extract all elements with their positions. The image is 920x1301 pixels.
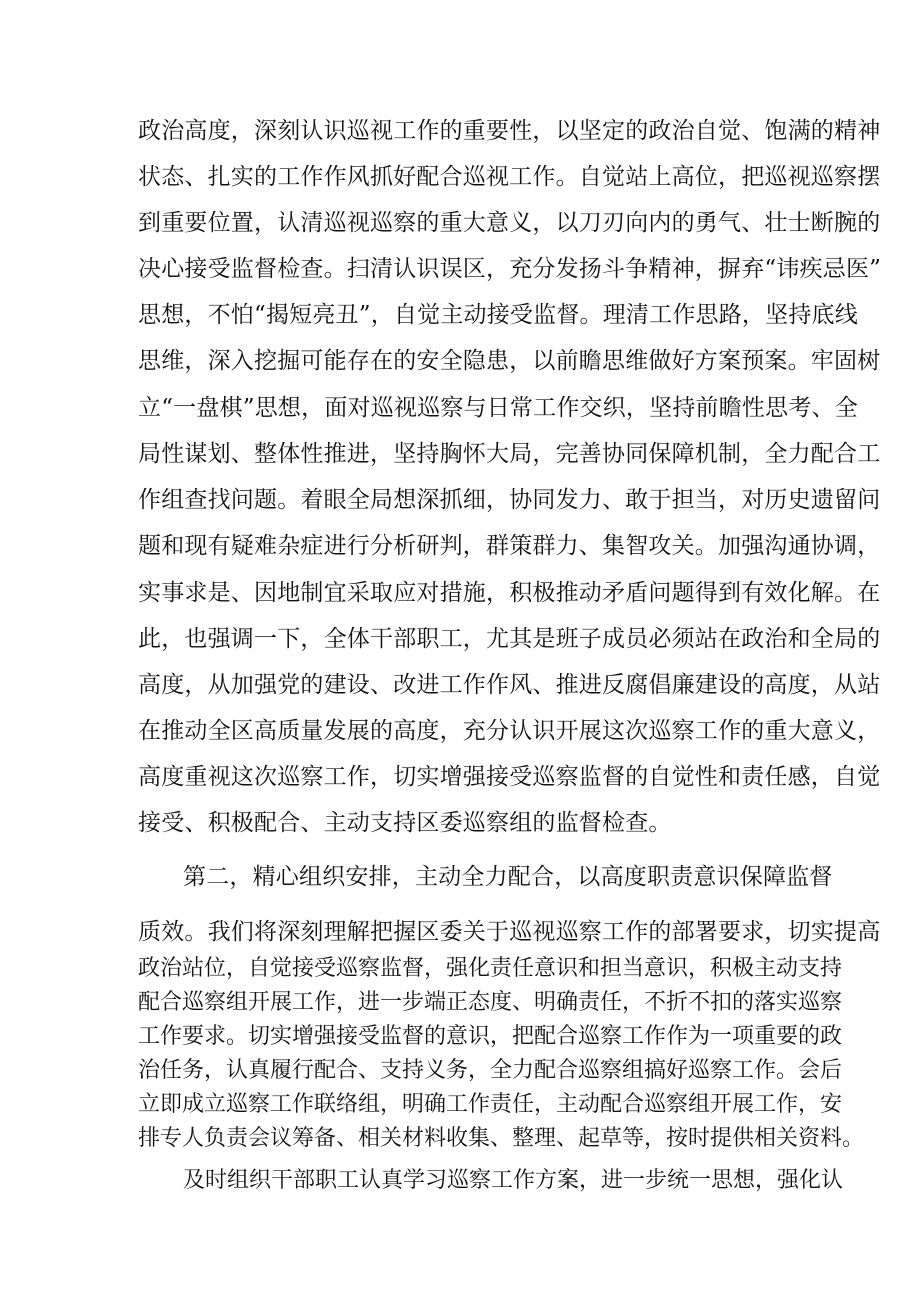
text-line: 高度重视这次巡察工作，切实增强接受巡察监督的自觉性和责任感，自觉	[138, 764, 881, 790]
text-line: 治任务，认真履行配合、支持义务，全力配合巡察组搞好巡察工作。会后	[138, 1058, 843, 1083]
text-line: 实事求是、因地制宜采取应对措施，积极推动矛盾问题得到有效化解。在	[138, 580, 881, 606]
text-line: 高度，从加强党的建设、改进工作作风、推进反腐倡廉建设的高度，从站	[138, 672, 881, 698]
text-line: 思维，深入挖掘可能存在的安全隐患，以前瞻思维做好方案预案。牢固树	[138, 348, 881, 374]
text-line: 质效。我们将深刻理解把握区委关于巡视巡察工作的部署要求，切实提高	[138, 919, 881, 945]
text-line: 思想，不怕“揭短亮丑”，自觉主动接受监督。理清工作思路，坚持底线	[138, 302, 858, 328]
text-line: 作组查找问题。着眼全局想深抓细，协同发力、敢于担当，对历史遗留问	[138, 487, 881, 513]
text-line: 立“一盘棋”思想，面对巡视巡察与日常工作交织，坚持前瞻性思考、全	[138, 395, 858, 421]
text-line: 决心接受监督检查。扫清认识误区，充分发扬斗争精神，摒弃“讳疾忌医”	[138, 256, 882, 282]
text-line: 局性谋划、整体性推进，坚持胸怀大局，完善协同保障机制，全力配合工	[138, 441, 881, 467]
text-line: 在推动全区高质量发展的高度，充分认识开展这次巡察工作的重大意义，	[138, 718, 881, 744]
text-line: 此，也强调一下，全体干部职工，尤其是班子成员必须站在政治和全局的	[138, 626, 881, 652]
text-line: 政治高度，深刻认识巡视工作的重要性，以坚定的政治自觉、饱满的精神	[138, 118, 881, 144]
text-line: 政治站位，自觉接受巡察监督，强化责任意识和担当意识，积极主动支持	[138, 956, 843, 981]
text-line: 及时组织干部职工认真学习巡察工作方案，进一步统一思想，强化认	[183, 1168, 844, 1193]
section-heading: 第二，精心组织安排，主动全力配合，以高度职责意识保障监督	[183, 864, 833, 890]
text-line: 接受、积极配合、主动支持区委巡察组的监督检查。	[138, 810, 672, 836]
text-line: 工作要求。切实增强接受监督的意识，把配合巡察工作作为一项重要的政	[138, 1024, 843, 1049]
text-line: 排专人负责会议筹备、相关材料收集、整理、起草等，按时提供相关资料。	[138, 1126, 865, 1151]
text-line: 题和现有疑难杂症进行分析研判，群策群力、集智攻关。加强沟通协调，	[138, 533, 881, 559]
text-line: 到重要位置，认清巡视巡察的重大意义，以刀刃向内的勇气、壮士断腕的	[138, 210, 881, 236]
text-line: 配合巡察组开展工作，进一步端正态度、明确责任，不折不扣的落实巡察	[138, 990, 843, 1015]
text-line: 立即成立巡察工作联络组，明确工作责任，主动配合巡察组开展工作，安	[138, 1092, 843, 1117]
text-line: 状态、扎实的工作作风抓好配合巡视工作。自觉站上高位，把巡视巡察摆	[138, 164, 881, 190]
